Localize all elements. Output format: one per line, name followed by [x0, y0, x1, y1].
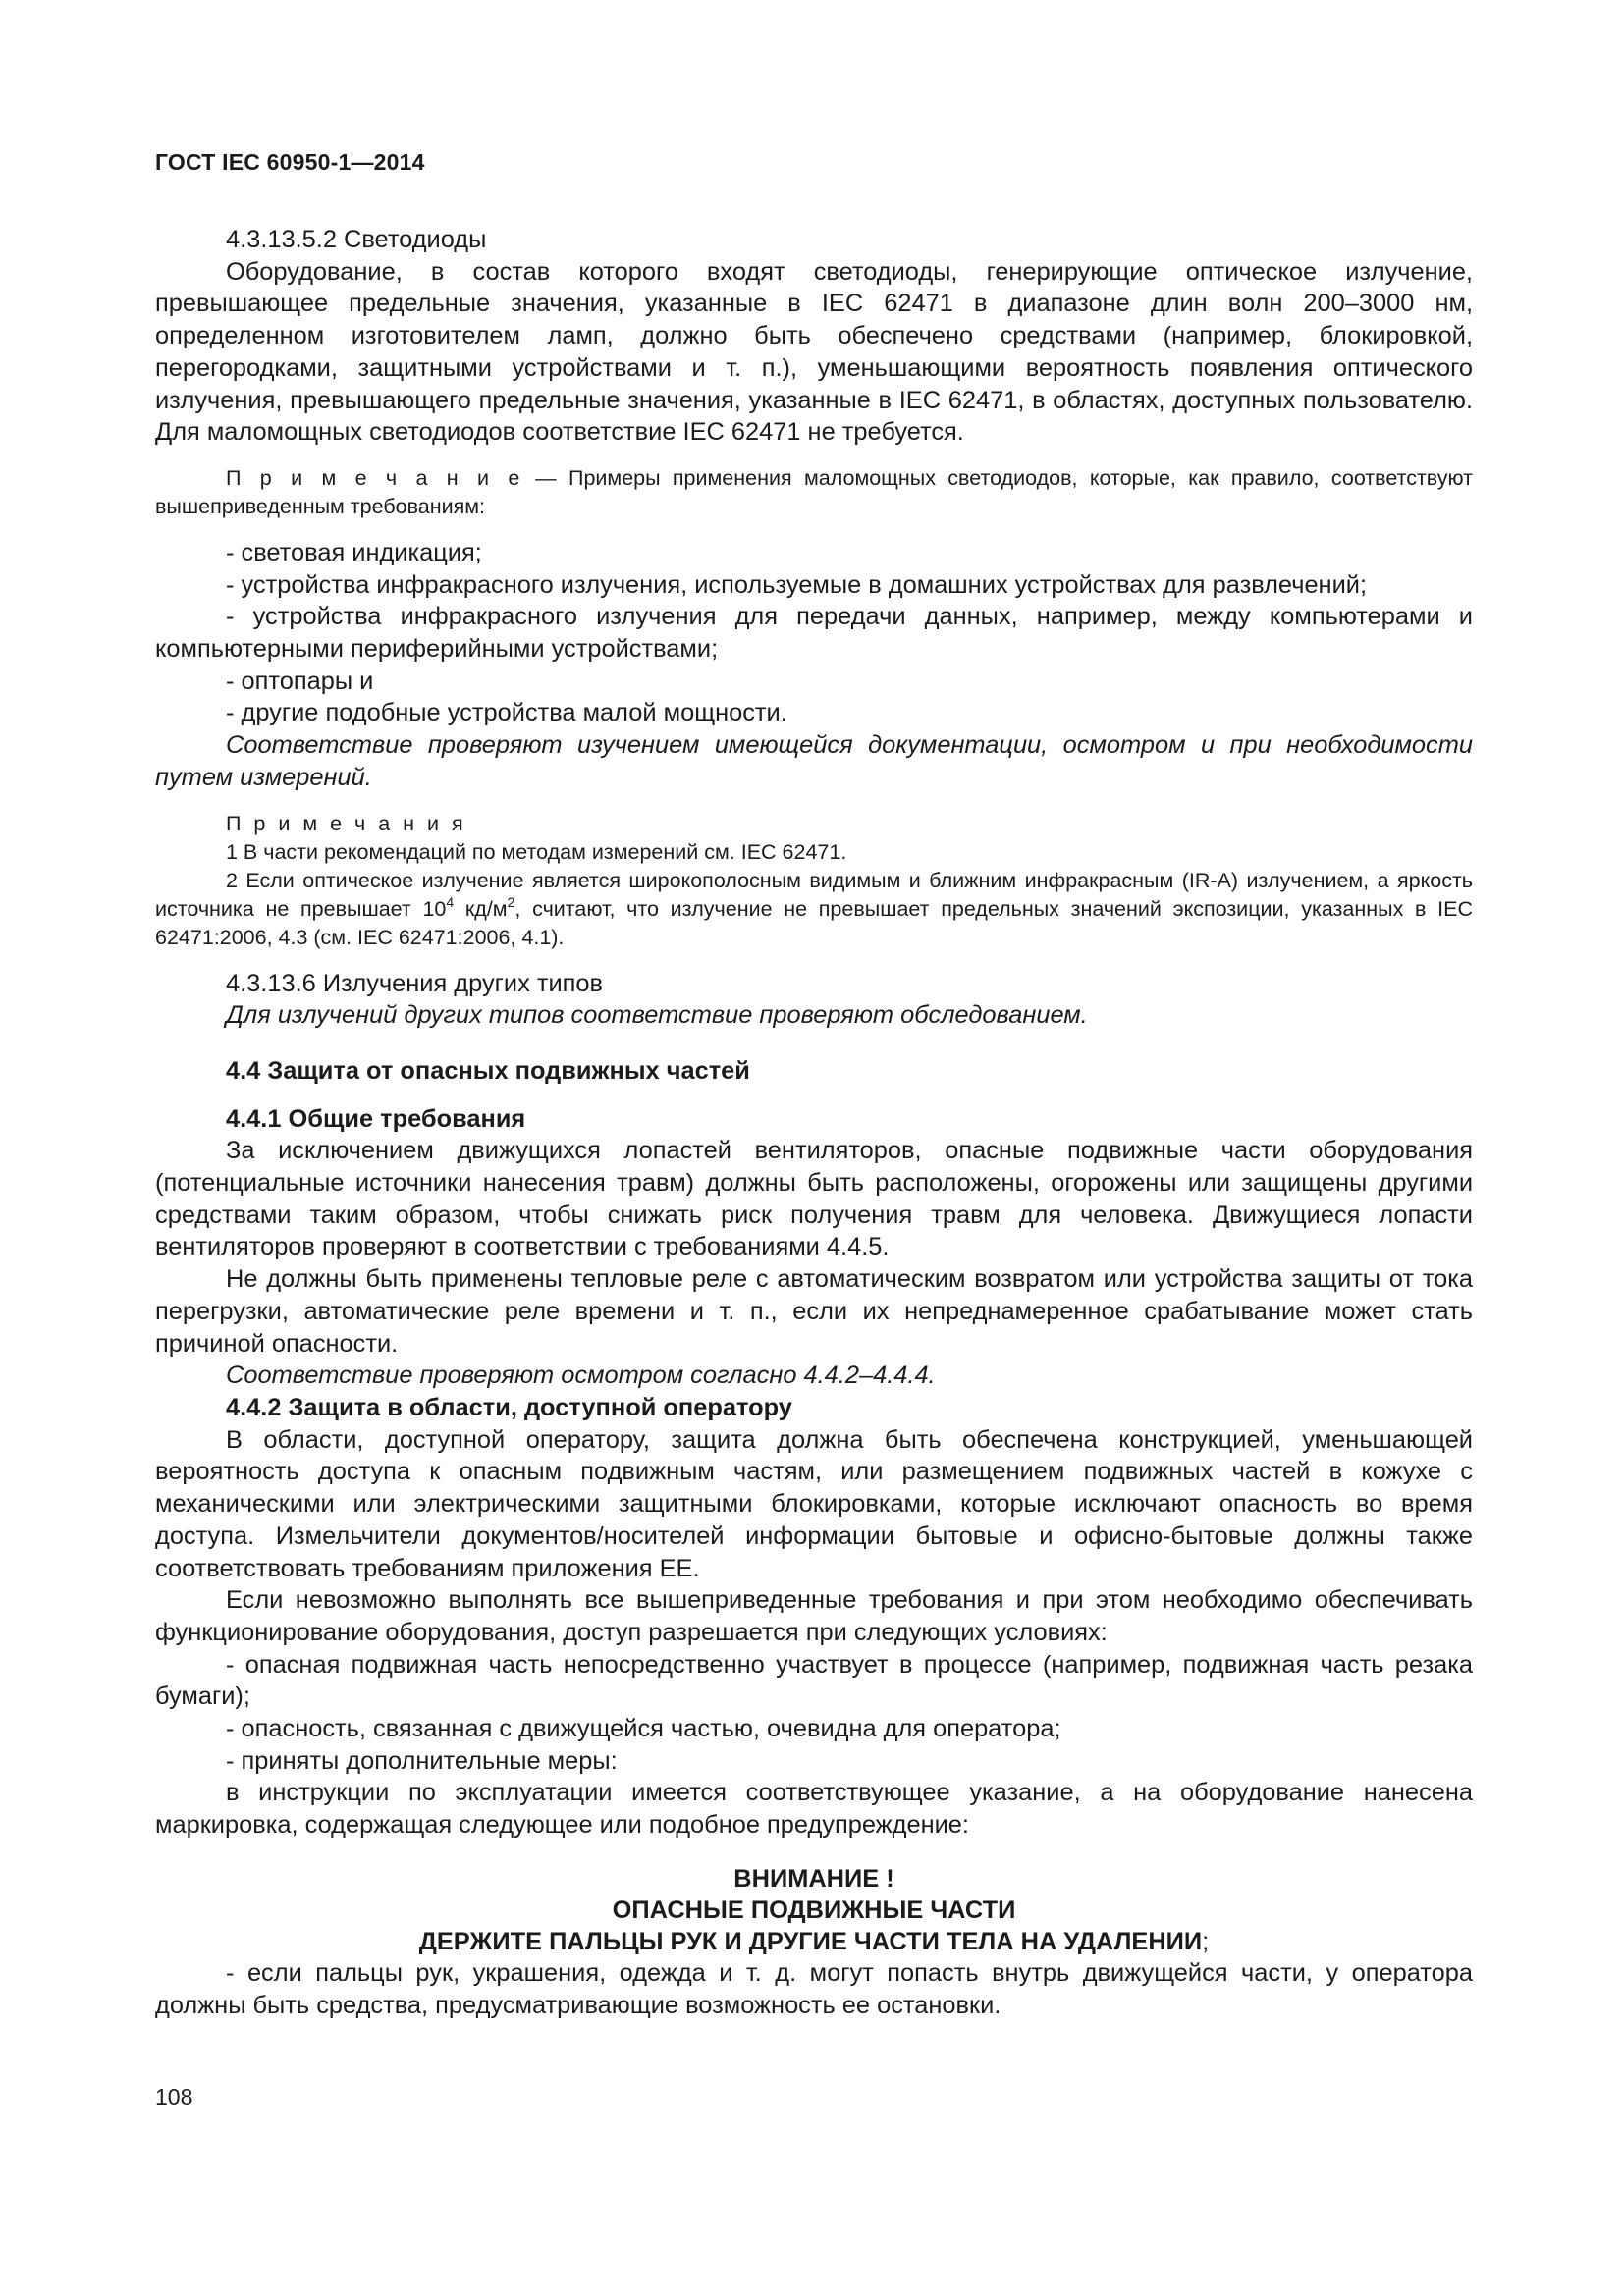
warning-block [155, 1863, 1473, 1957]
page-content [155, 224, 1473, 2021]
note-text: 2 Если оптическое излучение является широкополосным видимым и ближним инфракрасным (IR-A) излучением, а яркость источника не превышает 10 [155, 868, 1473, 921]
note-label: П р и м е ч а н и е [226, 465, 523, 490]
note-item [155, 867, 1473, 952]
notes-label: П р и м е ч а н и я [226, 811, 467, 835]
warning-line [155, 1926, 1473, 1957]
warning-tail: ; [1202, 1927, 1210, 1955]
section-heading-4-3-13-6: 4.3.13.6 Излучения других типов [226, 969, 604, 997]
page-number: 108 [155, 2084, 193, 2109]
section-heading-4-3-13-5-2: 4.3.13.5.2 Светодиоды [226, 226, 487, 253]
paragraph: За исключением движущихся лопастей вентиляторов, опасные подвижные части оборудования (потенциальные источники нанесения травм) должны быть расположены, огорожены или защищены другими средствами таким образом, чтобы снижать риск получения травм для человека. Движущиеся лопасти вентиляторов проверяют в соответствии с требованиями 4.4.5. [155, 1137, 1473, 1261]
section-heading-4-4: 4.4 Защита от опасных подвижных частей [226, 1056, 750, 1085]
list-item: - световая индикация; [226, 538, 482, 566]
list-item: - другие подобные устройства малой мощности. [226, 699, 787, 727]
list [155, 537, 1473, 729]
paragraph: в инструкции по эксплуатации имеется соответствующее указание, а на оборудование нанесена маркировка, содержащая следующее или подобное предупреждение: [155, 1779, 1473, 1840]
document-header: ГОСТ IEC 60950-1—2014 [155, 149, 425, 175]
list-item: - приняты дополнительные меры: [226, 1746, 618, 1775]
superscript: 4 [446, 893, 455, 910]
note-text: кд/м [454, 896, 508, 921]
paragraph: В области, доступной оператору, защита должна быть обеспечена конструкцией, уменьшающей вероятность доступа к опасным подвижным частям, или размещением подвижных частей в кожухе с механическими или электрическими защитными блокировками, которые исключают опасность во время доступа. Измельчители документов/носителей информации бытовые и офисно-бытовые должны также соответствовать требованиям приложения ЕЕ. [155, 1425, 1473, 1582]
paragraph: Если невозможно выполнять все вышеприведенные требования и при этом необходимо обеспечивать функционирование оборудования, доступ разрешается при следующих условиях: [155, 1586, 1473, 1646]
section-heading-4-4-1: 4.4.1 Общие требования [226, 1104, 526, 1133]
warning-text: ДЕРЖИТЕ ПАЛЬЦЫ РУК И ДРУГИЕ ЧАСТИ ТЕЛА НА УДАЛЕНИИ [418, 1927, 1203, 1955]
paragraph: Не должны быть применены тепловые реле с автоматическим возвратом или устройства защиты от тока перегрузки, автоматические реле времени и т. п., если их непреднамеренное срабатывание может стать причиной опасности. [155, 1265, 1473, 1358]
list-item: - если пальцы рук, украшения, одежда и т. д. могут попасть внутрь движущейся части, у оператора должны быть средства, предусматривающие возможность ее остановки. [155, 1958, 1473, 2019]
list-item: - опасность, связанная с движущейся частью, очевидна для оператора; [226, 1715, 1061, 1743]
list-item: - устройства инфракрасного излучения для передачи данных, например, между компьютерами и компьютерными периферийными устройствами; [155, 603, 1473, 664]
note-item: 1 В части рекомендаций по методам измерений см. IEC 62471. [226, 839, 847, 864]
list-item: - опасная подвижная часть непосредственно участвует в процессе (например, подвижная часть резака бумаги); [155, 1650, 1473, 1711]
list-item: - оптопары и [226, 667, 374, 695]
list-item: - устройства инфракрасного излучения, используемые в домашних устройствах для развлечений; [226, 570, 1368, 599]
warning-line: ВНИМАНИЕ ! [733, 1864, 894, 1893]
section-heading-4-4-2: 4.4.2 Защита в области, доступной оператору [226, 1393, 792, 1421]
warning-line: ОПАСНЫЕ ПОДВИЖНЫЕ ЧАСТИ [612, 1896, 1016, 1924]
superscript: 2 [507, 893, 515, 910]
paragraph: Оборудование, в состав которого входят светодиоды, генерирующие оптическое излучение, превышающее предельные значения, указанные в IEC 62471 в диапазоне длин волн 200–3000 нм, определенном изготовителем ламп, должно быть обеспечено средствами (например, блокировкой, перегородками, защитными устройствами и т. п.), уменьшающими вероятность появления оптического излучения, превышающего предельные значения, указанные в IEC 62471, в областях, доступных пользователю. Для маломощных светодиодов соответствие IEC 62471 не требуется. [155, 257, 1473, 447]
notes-block [155, 810, 1473, 952]
compliance-statement: Соответствие проверяют осмотром согласно 4.4.2–4.4.4. [226, 1362, 936, 1390]
note-text: , считают, что излучение не превышает предельных значений экспозиции, указанных в IEC 62471:2006, 4.3 (см. IEC 62471:2006, 4.1). [155, 896, 1473, 949]
note-text: — Примеры применения маломощных светодиодов, которые, как правило, соответствуют вышеприведенным требованиям: [155, 465, 1473, 518]
compliance-statement: Для излучений других типов соответствие проверяют обследованием. [226, 1001, 1088, 1030]
note [155, 464, 1473, 521]
compliance-statement: Соответствие проверяют изучением имеющейся документации, осмотром и при необходимости путем измерений. [155, 731, 1473, 791]
